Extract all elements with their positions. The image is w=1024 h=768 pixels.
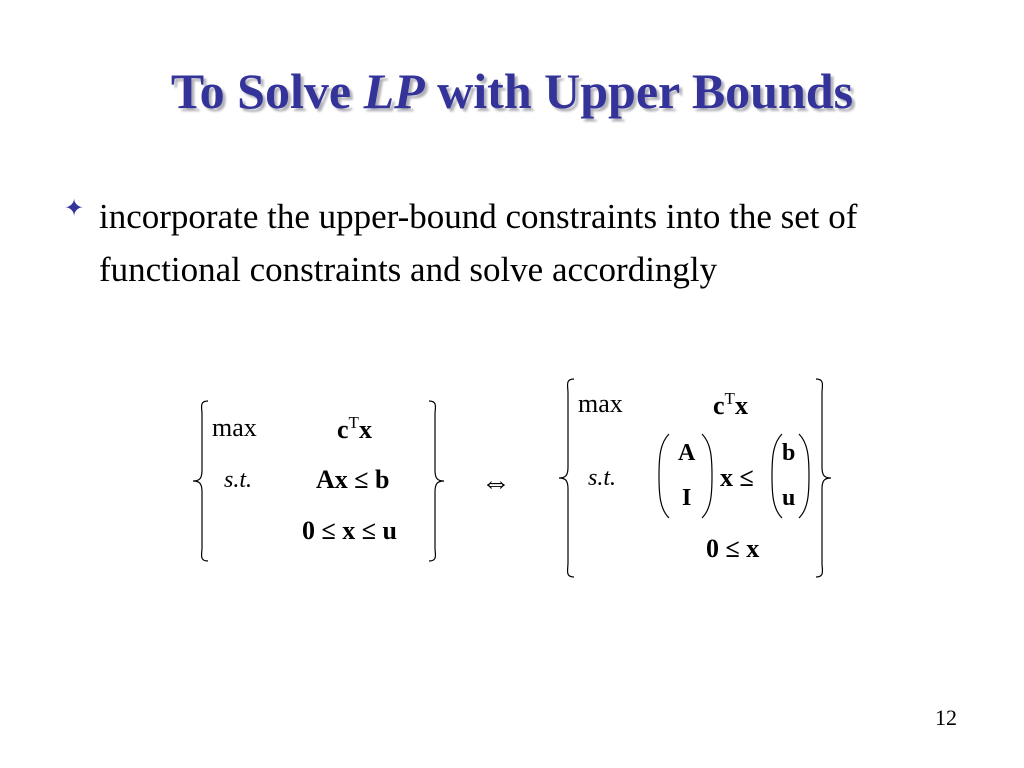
lhs-left-brace — [190, 400, 214, 562]
lhs-constraint: Ax ≤ b — [316, 465, 390, 494]
matrix-entry-bottom: I — [682, 485, 692, 511]
matrix-entry-top: A — [678, 440, 696, 466]
matrix-right-paren — [700, 433, 714, 519]
rhs-objective-transpose: T — [724, 389, 735, 408]
lhs-objective-function — [337, 413, 372, 445]
four-pointed-star-icon: ✦ — [64, 194, 85, 222]
rhs-st-label: s.t. — [588, 465, 617, 491]
rhs-left-brace — [556, 378, 580, 578]
vector-entry-top: b — [782, 440, 796, 466]
bullet-text: incorporate the upper-bound constraints into the set of functional constraints and solve accordingly — [99, 197, 858, 289]
title-lp-italic: LP — [363, 63, 425, 119]
vector-right-paren — [797, 433, 811, 519]
title-text-before: To Solve — [170, 63, 352, 119]
matrix-left-paren — [657, 433, 671, 519]
vector-entry-bottom: u — [782, 485, 796, 511]
rhs-relation: x ≤ — [720, 463, 754, 492]
lhs-objective-x: x — [358, 415, 372, 444]
rhs-objective-x: x — [734, 391, 748, 420]
rhs-objective-c: c — [713, 391, 725, 420]
slide-title — [0, 62, 1024, 120]
lhs-bounds: 0 ≤ x ≤ u — [302, 516, 397, 545]
lhs-objective-label: max — [212, 413, 257, 442]
lhs-st-label: s.t. — [224, 467, 253, 493]
equivalence-symbol: ⇔ — [481, 466, 511, 499]
page-number: 12 — [935, 705, 957, 730]
lhs-objective-c: c — [337, 415, 349, 444]
rhs-nonnegativity: 0 ≤ x — [706, 534, 760, 563]
rhs-right-brace — [810, 378, 834, 578]
rhs-objective-label: max — [578, 389, 623, 418]
lhs-right-brace — [423, 400, 447, 562]
rhs-objective-function — [713, 389, 748, 421]
lhs-objective-transpose: T — [348, 413, 359, 432]
title-text-after: with Upper Bounds — [437, 63, 854, 119]
